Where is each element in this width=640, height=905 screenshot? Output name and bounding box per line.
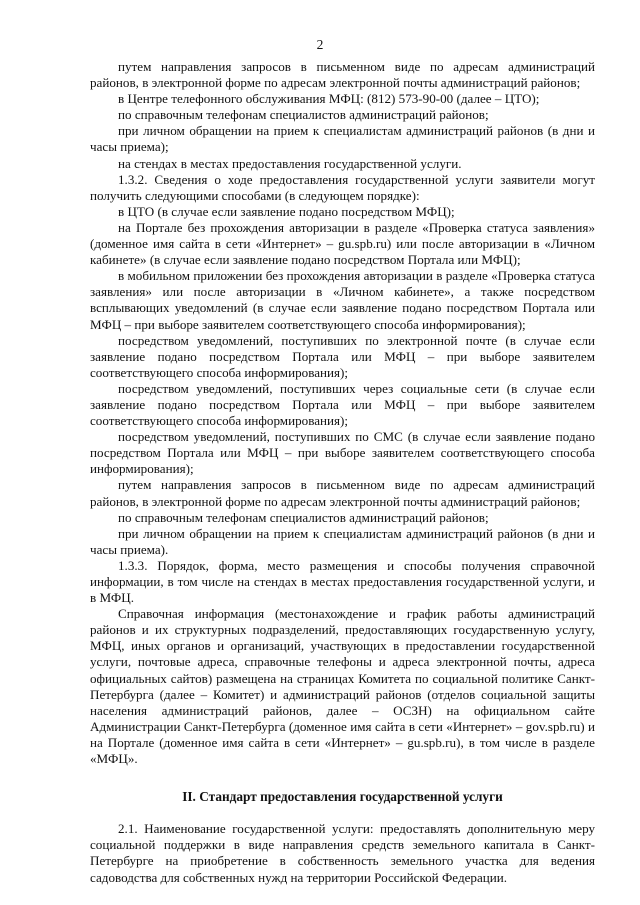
paragraph: 1.3.2. Сведения о ходе предоставления государственной услуги заявители могут получить следующими способами (в следующем порядке):: [90, 171, 595, 203]
paragraph: 2.1. Наименование государственной услуги: предоставлять дополнительную меру социальной поддержки в виде направления средств земельного капитала в Санкт-Петербурге на приобретение в собственность земельного участка для ведения садоводства для собственных нужд на территории Российской Федерации.: [90, 821, 595, 885]
paragraph: на Портале без прохождения авторизации в разделе «Проверка статуса заявления» (доменное имя сайта в сети «Интернет» – gu.spb.ru) или после авторизации в «Личном кабинете» (в случае если заявление подано посредством Портала или МФЦ);: [90, 219, 595, 268]
paragraph: посредством уведомлений, поступивших по СМС (в случае если заявление подано посредством Портала или МФЦ – при выборе заявителем соответствующего способа информирования);: [90, 429, 595, 477]
paragraph: посредством уведомлений, поступивших через социальные сети (в случае если заявление подано посредством Портала или МФЦ – при выборе заявителем соответствующего способа информирования);: [90, 380, 595, 429]
page-number: 2: [316, 37, 324, 52]
paragraph: путем направления запросов в письменном виде по адресам администраций районов, в электронной форме по адресам электронной почты администраций районов;: [90, 477, 595, 509]
paragraph: 1.3.3. Порядок, форма, место размещения и способы получения справочной информации, в том числе на стендах в местах предоставления государственной услуги, и в МФЦ.: [90, 557, 595, 606]
paragraph: посредством уведомлений, поступивших по электронной почте (в случае если заявление подано посредством Портала или МФЦ – при выборе заявителем соответствующего способа информирования);: [90, 332, 595, 380]
paragraph: при личном обращении на прием к специалистам администраций районов (в дни и часы приема).: [90, 525, 595, 557]
paragraph: в мобильном приложении без прохождения авторизации в разделе «Проверка статуса заявления» или после авторизации в «Личном кабинете», а также посредством всплывающих уведомлений (в случае если заявление подано посредством Портала или МФЦ – при выборе заявителем соответствующего способа информирования);: [90, 268, 595, 332]
paragraph: Справочная информация (местонахождение и график работы администраций районов и их структурных подразделений, предоставляющих государственную услугу, МФЦ, иных органов и организаций, участвующих в предоставлении государственной услуги, почтовые адреса, справочные телефоны и адреса электронной почты, адреса официальных сайтов) размещена на страницах Комитета по социальной политике Санкт-Петербурга (далее – Комитет) и администраций районов (отделов социальной защиты населения администраций районов, далее – ОСЗН) на официальном сайте Администрации Санкт-Петербурга (доменное имя сайта в сети «Интернет» – gov.spb.ru) и на Портале (доменное имя сайта в сети «Интернет» – gu.spb.ru), в том числе в разделе «МФЦ».: [90, 606, 595, 767]
paragraph: по справочным телефонам специалистов администраций районов;: [118, 107, 489, 123]
paragraph: в Центре телефонного обслуживания МФЦ: (812) 573-90-00 (далее – ЦТО);: [118, 91, 540, 107]
paragraph: путем направления запросов в письменном виде по адресам администраций районов, в электронной форме по адресам электронной почты администраций районов;: [90, 59, 595, 91]
document-body: [90, 59, 595, 886]
section-heading: II. Стандарт предоставления государственной услуги: [182, 789, 503, 805]
paragraph: по справочным телефонам специалистов администраций районов;: [118, 509, 489, 525]
paragraph: при личном обращении на прием к специалистам администраций районов (в дни и часы приема);: [90, 123, 595, 155]
paragraph: в ЦТО (в случае если заявление подано посредством МФЦ);: [118, 203, 455, 219]
paragraph: на стендах в местах предоставления государственной услуги.: [118, 155, 462, 171]
